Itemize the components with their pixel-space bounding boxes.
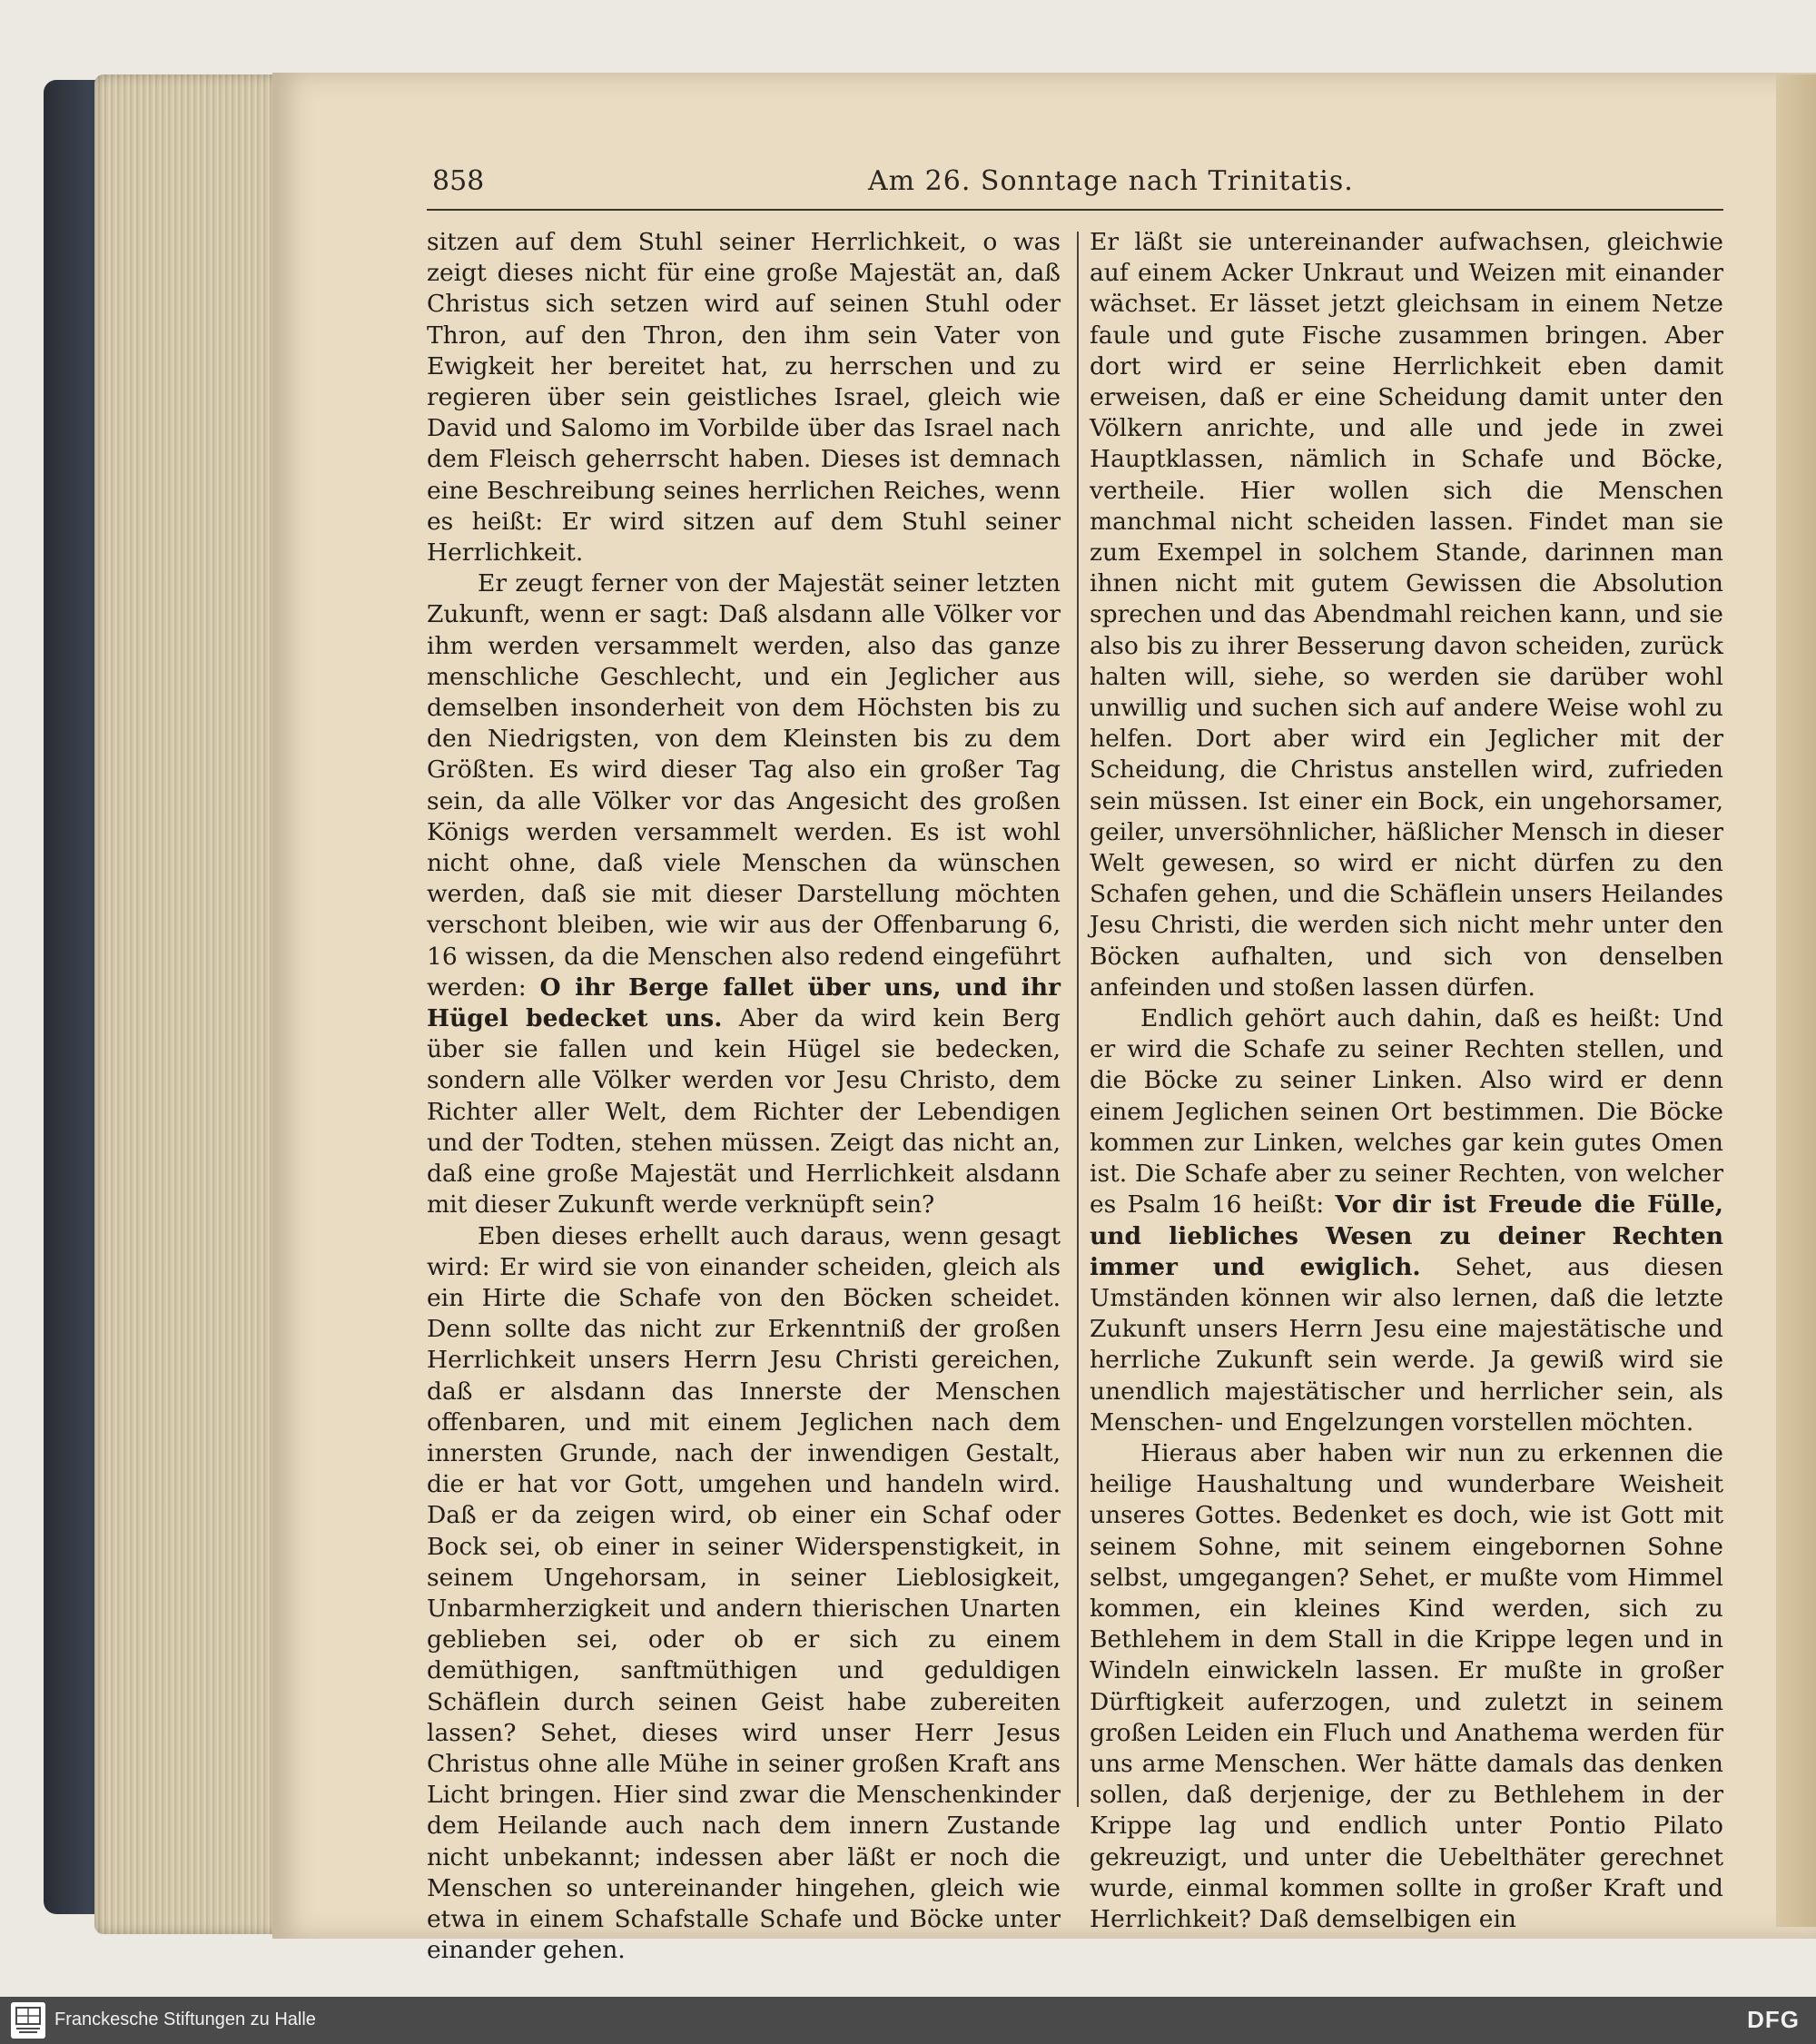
paragraph-text: Hieraus aber haben wir nun zu erkennen die heilige Haushaltung und wunderbare Weisheit unseres Gottes. Bedenket es doch, wie ist Gott mit seinem Sohne, mit seinem eingebornen Sohne selbst, umgegangen? Sehet, er mußte vom Himmel kommen, ein kleines Kind werden, sich zu Bethlehem in dem Stall in die Krippe legen und in Windeln einwickeln lassen. Er mußte in großer Dürftigkeit auferzogen, und zuletzt in seinem großen Leiden ein Fluch und Anathema werden für uns arme Menschen. Wer hätte damals das denken sollen, daß derjenige, der zu Bethlehem in der Krippe lag und endlich unter Pontio Pilato gekreuzigt, und unter die Uebelthäter gerechnet wurde, einmal kommen sollte in großer Kraft und Herrlichkeit? Daß demselbigen ein	[1090, 1438, 1723, 1933]
column-divider	[1077, 232, 1079, 1807]
francke-foundations-logo-icon	[11, 2002, 45, 2039]
paragraph	[1090, 1003, 1723, 1438]
paragraph	[427, 1221, 1061, 1967]
paragraph	[427, 227, 1061, 568]
header-rule	[427, 209, 1723, 211]
paragraph	[427, 568, 1061, 1220]
dfg-brand-label: DFG	[1747, 2006, 1800, 2033]
paragraph	[1090, 1438, 1723, 1935]
paragraph-text: Endlich gehört auch dahin, daß es heißt: Und er wird die Schafe zu seiner Rechten stellen, und die Böcke zu seiner Linken. Also wird er denn einem Jeglichen seinen Ort bestimmen. Die Böcke kommen zur Linken, welches gar kein gutes Omen ist. Die Schafe aber zu seiner Rechten, von welcher es Psalm 16 heißt:	[1090, 1004, 1723, 1219]
viewer-footer-bar	[0, 1997, 1816, 2044]
paragraph-text: Er läßt sie untereinander aufwachsen, gleichwie auf einem Acker Unkraut und Weizen mit einander wächset. Er lässet jetzt gleichsam in einem Netze faule und gute Fische zusammen bringen. Aber dort wird er seine Herrlichkeit eben damit erweisen, daß er eine Scheidung damit unter den Völkern anrichte, und alle und jede in zwei Hauptklassen, nämlich in Schafe und Böcke, vertheile. Hier wollen sich die Menschen manchmal nicht scheiden lassen. Findet man sie zum Exempel in solchem Stande, darinnen man ihnen nicht mit gutem Gewissen die Absolution sprechen und das Abendmahl reichen kann, und sie also bis zu ihrer Besserung davon scheiden, zurück halten will, siehe, so werden sie darüber wohl unwillig und suchen sich auf andere Weise wohl zu helfen. Dort aber wird ein Jeglicher mit der Scheidung, die Christus anstellen wird, zufrieden sein müssen. Ist einer ein Bock, ein ungehorsamer, geiler, unversöhnlicher, häßlicher Mensch in dieser Welt gewesen, so wird er nicht dürfen zu den Schafen gehen, und die Schäflein unsers Heilandes Jesu Christi, die werden sich nicht mehr unter den Böcken aufhalten, und sich von denselben anfeinden und stoßen lassen dürfen.	[1090, 228, 1723, 1002]
paragraph-text: sitzen auf dem Stuhl seiner Herrlichkeit, o was zeigt dieses nicht für eine große Majestät an, daß Christus sich setzen wird auf seinen Stuhl oder Thron, auf den Thron, den ihm sein Vater von Ewigkeit her bereitet hat, zu herrschen und zu regieren über sein geistliches Israel, gleich wie David und Salomo im Vorbilde über das Israel nach dem Fleisch geherrscht haben. Dieses ist demnach eine Beschreibung seines herrlichen Reiches, wenn es heißt: Er wird sitzen auf dem Stuhl seiner Herrlichkeit.	[427, 228, 1061, 568]
scripture-quote: O ihr Berge fallet über uns, und ihr Hügel bedecket uns.	[427, 973, 1061, 1033]
scripture-quote: Vor dir ist Freude die Fülle, und liebliches Wesen zu deiner Rechten immer und ewiglich.	[1090, 1190, 1724, 1281]
page-header	[432, 165, 1722, 205]
facing-page-edge	[1776, 74, 1816, 1927]
institution-label: Franckesche Stiftungen zu Halle	[54, 2009, 316, 2029]
running-title: Am 26. Sonntage nach Trinitatis.	[868, 165, 1354, 197]
text-column-right	[1090, 227, 1723, 1935]
paragraph-text: Er zeugt ferner von der Majestät seiner letzten Zukunft, wenn er sagt: Daß alsdann alle Völker vor ihm werden versammelt werden, also das ganze menschliche Geschlecht, und ein Jeglicher aus demselben insonderheit von dem Höchsten bis zu den Niedrigsten, von dem Kleinsten bis zu dem Größten. Es wird dieser Tag also ein großer Tag sein, da alle Völker vor das Angesicht des großen Königs werden versammelt werden. Es ist wohl nicht ohne, daß viele Menschen da wünschen werden, daß sie mit dieser Darstellung möchten verschont bleiben, wie wir aus der Offenbarung 6, 16 wissen, da die Menschen also redend eingeführt werden:	[427, 569, 1061, 1002]
paragraph-text: Eben dieses erhellt auch daraus, wenn gesagt wird: Er wird sie von einander scheiden, gleich als ein Hirte die Schafe von den Böcken scheidet. Denn sollte das nicht zur Erkenntniß der großen Herrlichkeit unsers Herrn Jesu Christi gereichen, daß er alsdann das Innerste der Menschen offenbaren, und mit einem Jeglichen nach dem innersten Grunde, nach der inwendigen Gestalt, die er hat vor Gott, umgehen und handeln wird. Daß er da zeigen wird, ob einer ein Schaf oder Bock sei, ob einer in seiner Widerspenstigkeit, in seinem Ungehorsam, in seiner Lieblosigkeit, Unbarmherzigkeit und andern thierischen Unarten geblieben sei, oder ob er sich zu einem demüthigen, sanftmüthigen und geduldigen Schäflein durch seinen Geist habe zubereiten lassen? Sehet, dieses wird unser Herr Jesus Christus ohne alle Mühe in seiner großen Kraft ans Licht bringen. Hier sind zwar die Menschenkinder dem Heilande auch nach dem innern Zustande nicht unbekannt; indessen aber läßt er noch die Menschen so untereinander hingehen, gleich wie etwa in einem Schafstalle Schafe und Böcke unter einander gehen.	[427, 1221, 1061, 1965]
paragraph-text: Sehet, aus diesen Umständen können wir also lernen, daß die letzte Zukunft unsers Herrn Jesu eine majestätische und herrliche Zukunft sein werde. Ja gewiß wird sie unendlich majestätischer und herrlicher sein, als Menschen- und Engelzungen vorstellen möchten.	[1090, 1252, 1723, 1437]
paragraph-text: Aber da wird kein Berg über sie fallen und kein Hügel sie bedecken, sondern alle Völker werden vor Jesu Christo, dem Richter aller Welt, dem Richter der Lebendigen und der Todten, stehen müssen. Zeigt das nicht an, daß eine große Majestät und Herrlichkeit alsdann mit dieser Zukunft werde verknüpft sein?	[427, 1004, 1061, 1219]
text-column-left	[427, 227, 1061, 1966]
page-number: 858	[432, 165, 485, 197]
paragraph	[1090, 227, 1723, 1003]
page-edges	[94, 74, 281, 1934]
